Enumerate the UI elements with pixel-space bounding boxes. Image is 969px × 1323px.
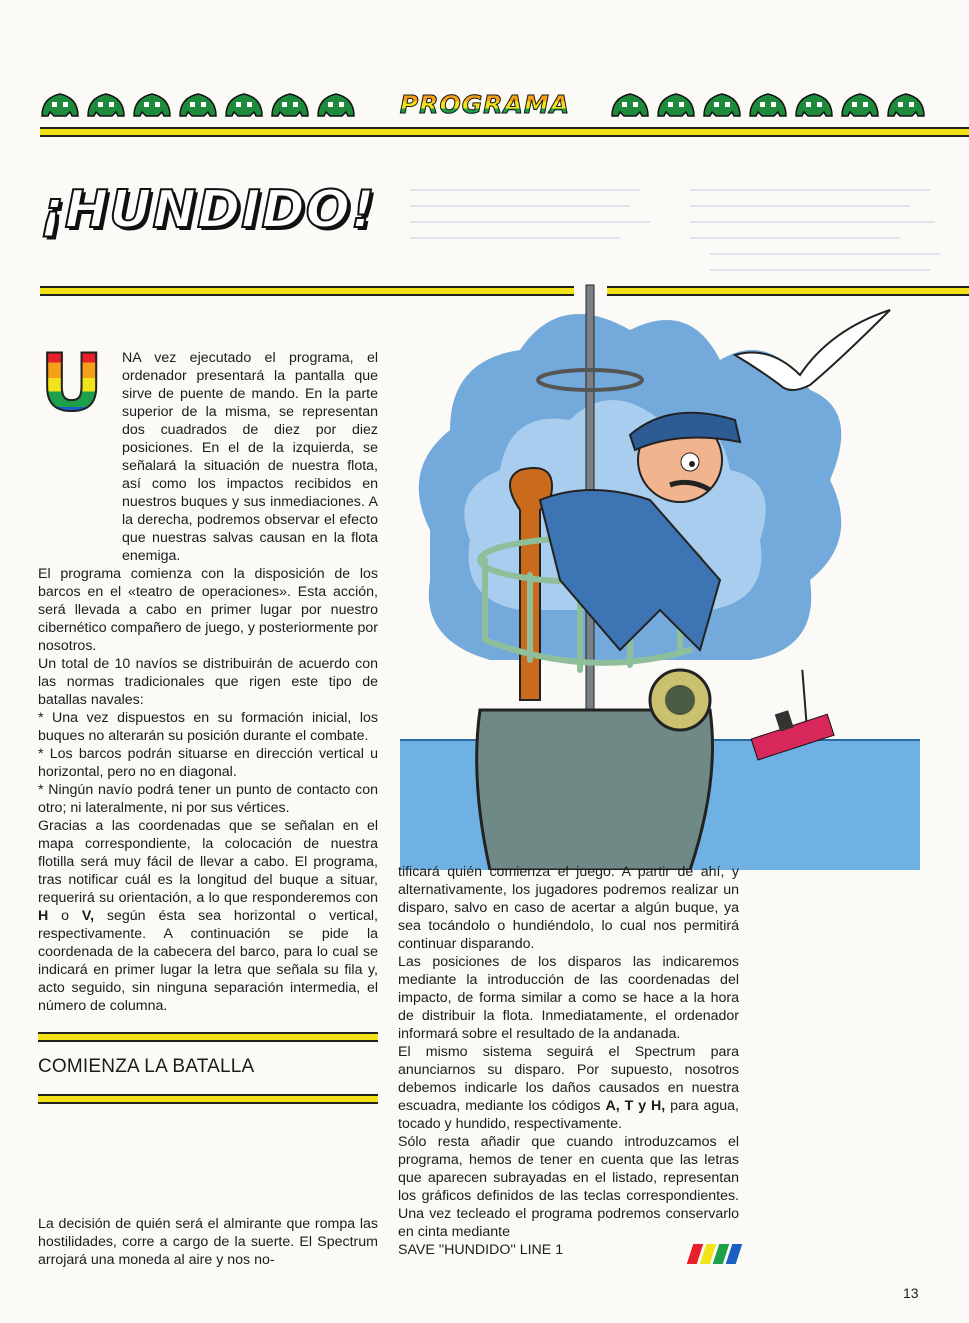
article-column-right <box>398 863 739 1259</box>
page-number: 13 <box>903 1285 919 1301</box>
invader-row-left <box>40 86 356 122</box>
subheading-rule-top <box>38 1032 378 1042</box>
paragraph: La decisión de quién será el almirante que rompa las hostilidades, corre a cargo de la suerte. El Spectrum arrojará una moneda al aire y nos no- <box>38 1216 378 1268</box>
subheading-rule-bottom <box>38 1094 378 1104</box>
space-invader-icon <box>610 86 650 120</box>
invader-row-right <box>610 86 926 122</box>
text-run: según ésta sea horizontal o vertical, respectivamente. A continuación se pide la coordenada de la cabecera del barco, para lo cual se indicará en primer lugar la letra que señala su fila y, acto seguido, sin ninguna separación intermedia, el número de columna. <box>38 908 378 1014</box>
article-column-left <box>38 349 378 1015</box>
title-rule-left <box>40 286 574 296</box>
article-column-left-bottom <box>38 1215 378 1269</box>
list-item: * Ningún navío podrá tener un punto de contacto con otro; ni lateralmente, ni por sus vértices. <box>38 782 378 816</box>
key-h: H <box>38 908 49 924</box>
space-invader-icon <box>178 86 218 120</box>
text-run: o <box>48 908 82 924</box>
paragraph <box>38 817 378 1015</box>
sailor-on-submarine-illustration <box>390 180 969 870</box>
space-invader-icon <box>270 86 310 120</box>
space-invader-icon <box>794 86 834 120</box>
drop-cap: U <box>40 339 104 429</box>
key-v: V, <box>81 908 95 924</box>
space-invader-icon <box>748 86 788 120</box>
spectrum-stripes-icon <box>690 1244 739 1264</box>
text-run: El mismo sistema seguirá el Spectrum para anunciarnos su disparo. Por supuesto, nosotros debemos indicarle los daños causados en nuestra escuadra, mediante los códigos <box>398 1044 739 1114</box>
title-rule-right <box>607 286 969 296</box>
space-invader-icon <box>40 86 80 120</box>
paragraph <box>398 1043 739 1133</box>
list-item: * Los barcos podrán situarse en dirección vertical u horizontal, pero no en diagonal. <box>38 746 378 780</box>
text-run: Gracias a las coordenadas que se señalan en el mapa correspondiente, la colocación de nuestra flotilla será muy fácil de llevar a cabo. El programa, tras notificar cuál es la longitud del buque a situar, requerirá su orientación, a lo que responderemos con <box>38 818 378 906</box>
subheading: COMIENZA LA BATALLA <box>38 1056 255 1077</box>
header-rule <box>40 127 969 137</box>
section-title: PROGRAMA <box>394 88 576 122</box>
space-invader-icon <box>656 86 696 120</box>
list-item: * Una vez dispuestos en su formación inicial, los buques no alterarán su posición durante el combate. <box>38 710 378 744</box>
paragraph: NA vez ejecutado el programa, el ordenador presentará la pantalla que sirve de puente de mando. En la parte superior de la misma, se representan dos cuadrados de diez por diez posiciones. En el de la izquierda, se señalará la situación de nuestra flota, así como los impactos recibidos en nuestros buques y sus inmediaciones. A la derecha, podremos observar el efecto que nuestras salvas causan en la flota enemiga. <box>122 350 378 564</box>
space-invader-icon <box>316 86 356 120</box>
paragraph: tificará quién comienza el juego. A partir de ahí, y alternativamente, los jugadores podremos realizar un disparo, salvo en caso de acertar a algún buque, ya sea tocándolo o hundiéndolo, lo cual nos permitirá continuar disparando. <box>398 864 739 952</box>
space-invader-icon <box>840 86 880 120</box>
space-invader-icon <box>132 86 172 120</box>
paragraph: Un total de 10 navíos se distribuirán de acuerdo con las normas tradicionales que rigen este tipo de batallas navales: <box>38 656 378 708</box>
codes: A, T y H, <box>605 1098 666 1114</box>
space-invader-icon <box>86 86 126 120</box>
save-command: SAVE ''HUNDIDO'' LINE 1 <box>398 1242 564 1258</box>
space-invader-icon <box>702 86 742 120</box>
text-run: para agua, tocado y hundido, respectivamente. <box>398 1098 739 1132</box>
article-title: ¡HUNDIDO! <box>40 180 376 240</box>
space-invader-icon <box>224 86 264 120</box>
paragraph: Las posiciones de los disparos las indicaremos mediante la introducción de las coordenadas del impacto, de forma similar a como se hace a la hora de distribuir la flota. Inmediatamente, el ordenador informará sobre el resultado de la andanada. <box>398 954 739 1042</box>
paragraph: El programa comienza con la disposición de los barcos en el «teatro de operaciones». Esta acción, será llevada a cabo en primer lugar por nuestro cibernético compañero de juego, y posteriormente por nosotros. <box>38 566 378 654</box>
paragraph: Sólo resta añadir que cuando introduzcamos el programa, hemos de tener en cuenta que las letras que aparecen subrayadas en el listado, representan los gráficos definidos de las teclas correspondientes. Una vez tecleado el programa podremos conservarlo en cinta mediante <box>398 1134 739 1240</box>
space-invader-icon <box>886 86 926 120</box>
